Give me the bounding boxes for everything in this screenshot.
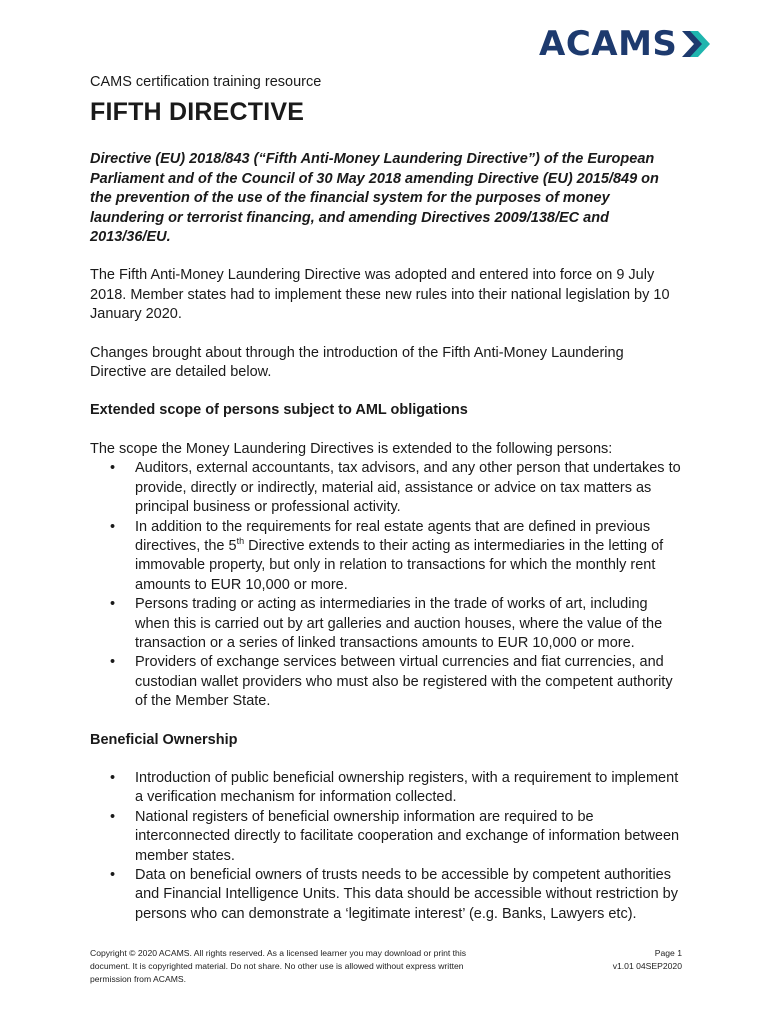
section-heading-scope: Extended scope of persons subject to AML obligations (90, 402, 468, 419)
page-info (613, 947, 682, 973)
list-item-text: Auditors, external accountants, tax advisors, and any other person that undertakes to provide, directly or indirectly, material aid, assistance or advice on tax matters as principal business or professional activity. (135, 460, 681, 516)
list-item-text: Persons trading or acting as intermediaries in the trade of works of art, including when this is carried out by art galleries and auction houses, where the value of the transaction or a series of linked transactions amounts to EUR 10,000 or more. (135, 596, 663, 651)
acams-logo (539, 24, 710, 64)
scope-lead: The scope the Money Laundering Directives is extended to the following persons: (90, 440, 613, 457)
scope-list (90, 459, 682, 711)
list-item (90, 808, 682, 866)
bullet-icon: • (110, 808, 116, 825)
bullet-icon: • (110, 654, 116, 671)
page-number: Page 1 (654, 948, 682, 958)
bullet-icon: • (110, 518, 116, 535)
list-item-text-part: Directive extends to their acting as intermediaries in the letting of immovable property, but only in relation to transactions for which the monthly rent amounts to EUR 10,000 or more. (135, 537, 664, 593)
bullet-icon: • (110, 769, 116, 786)
document-body (90, 73, 682, 924)
ownership-list (90, 769, 682, 924)
paragraph-changes: Changes brought about through the introduction of the Fifth Anti-Money Laundering Directive are detailed below. (90, 344, 624, 381)
superscript-th: th (236, 536, 245, 547)
list-item-text: Providers of exchange services between virtual currencies and fiat currencies, and custodian wallet providers who must also be registered with the competent authority of the Member State. (135, 654, 673, 710)
list-item (90, 459, 682, 517)
list-item (90, 769, 682, 808)
list-item-text: Data on beneficial owners of trusts needs to be accessible by competent authorities and Financial Intelligence Units. This data should be accessible without restriction by persons who can demonstrate a ‘legitimate interest’ (e.g. Banks, Lawyers etc). (135, 867, 678, 922)
list-item (90, 518, 682, 596)
directive-intro: Directive (EU) 2018/843 (“Fifth Anti-Money Laundering Directive”) of the European Parliament and of the Council of 30 May 2018 amending Directive (EU) 2015/849 on the prevention of the use of the financial system for the purposes of money laundering or terrorist financing, and amending Directives 2009/138/EC and 2013/36/EU. (90, 151, 659, 246)
logo-text: ACAMS (539, 24, 678, 64)
page-title: FIFTH DIRECTIVE (90, 98, 305, 127)
list-item (90, 653, 682, 711)
list-item-text: Introduction of public beneficial ownership registers, with a requirement to implement a verification mechanism for information collected. (135, 769, 679, 806)
list-item (90, 866, 682, 924)
subtitle: CAMS certification training resource (90, 74, 322, 90)
list-item-text: National registers of beneficial ownership information are required to be interconnected directly to facilitate cooperation and exchange of information between member states. (135, 808, 680, 864)
list-item (90, 595, 682, 653)
copyright-notice: Copyright © 2020 ACAMS. All rights reserved. As a licensed learner you may download or print this document. It is copyrighted material. Do not share. No other use is allowed without express written permission from ACAMS. (90, 948, 467, 984)
version-label: v1.01 04SEP2020 (612, 960, 682, 971)
section-heading-ownership: Beneficial Ownership (90, 731, 238, 748)
list-item-text-part: In addition to the requirements for real estate agents that are defined in previous directives, the 5 (135, 518, 651, 554)
bullet-icon: • (110, 460, 116, 477)
bullet-icon: • (110, 596, 116, 613)
paragraph-adoption: The Fifth Anti-Money Laundering Directive was adopted and entered into force on 9 July 2018. Member states had to implement these new rules into their national legislation by 10 January 2020. (90, 267, 670, 323)
logo-arrow-icon (680, 29, 710, 59)
bullet-icon: • (110, 867, 116, 883)
